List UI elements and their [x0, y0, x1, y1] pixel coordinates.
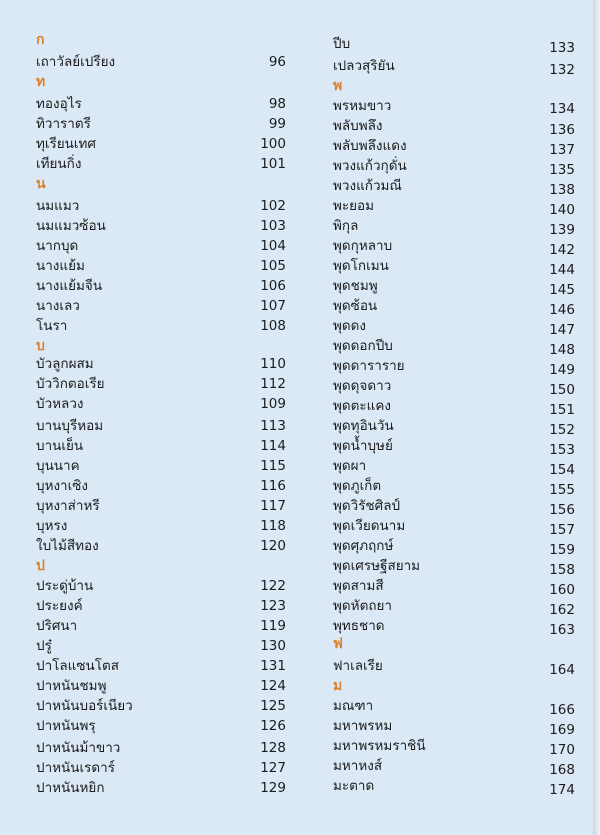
- entry-page-number: 110: [260, 356, 286, 372]
- index-entry: [333, 116, 575, 136]
- index-entry: [36, 276, 286, 296]
- index-entry: [36, 476, 286, 496]
- entry-page-number: 98: [268, 96, 286, 112]
- entry-name: ทิวาราตรี: [36, 116, 91, 132]
- index-entry: [333, 416, 575, 436]
- index-entry: [36, 416, 286, 436]
- entry-page-number: 125: [260, 698, 286, 714]
- section-letter: ท: [36, 74, 46, 90]
- index-entry: [333, 136, 575, 156]
- index-entry: [333, 476, 575, 496]
- entry-name: บุนนาค: [36, 458, 80, 474]
- entry-page-number: 99: [268, 116, 286, 132]
- entry-page-number: 103: [260, 218, 286, 234]
- section-letter: ป: [36, 558, 45, 574]
- index-entry: [333, 316, 575, 336]
- entry-name: นากบุด: [36, 238, 79, 254]
- entry-page-number: 120: [260, 538, 286, 554]
- entry-page-number: 115: [260, 458, 286, 474]
- entry-name: เถาวัลย์เปรียง: [36, 54, 116, 70]
- entry-page-number: 174: [549, 782, 575, 798]
- entry-page-number: 117: [260, 498, 286, 514]
- index-entry: [333, 156, 575, 176]
- index-entry: [36, 596, 286, 616]
- entry-name: ทองอุไร: [36, 96, 82, 112]
- entry-page-number: 146: [549, 302, 575, 318]
- entry-name: ปาหนันบอร์เนียว: [36, 698, 133, 714]
- entry-name: ปาโลแซนโตส: [36, 658, 120, 674]
- entry-page-number: 142: [549, 242, 575, 258]
- entry-page-number: 140: [549, 202, 575, 218]
- entry-name: ปริศนา: [36, 618, 78, 634]
- index-entry: [333, 176, 575, 196]
- index-entry: [333, 56, 575, 76]
- entry-page-number: 158: [549, 562, 575, 578]
- entry-name: มณฑา: [333, 698, 374, 714]
- entry-page-number: 134: [549, 101, 575, 117]
- entry-page-number: 170: [549, 742, 575, 758]
- index-entry: [333, 616, 575, 636]
- entry-page-number: 105: [260, 258, 286, 274]
- index-entry: [333, 34, 575, 54]
- index-entry: [36, 154, 286, 174]
- index-entry: [333, 456, 575, 476]
- section-letter: บ: [36, 338, 45, 354]
- index-entry: [36, 296, 286, 316]
- entry-name: ฟาเลเรีย: [333, 658, 383, 674]
- entry-name: ประยงค์: [36, 598, 83, 614]
- entry-page-number: 112: [260, 376, 286, 392]
- entry-page-number: 108: [260, 318, 286, 334]
- entry-name: พุดดง: [333, 318, 367, 334]
- index-entry: [36, 436, 286, 456]
- index-entry: [36, 236, 286, 256]
- entry-name: พุดซ้อน: [333, 298, 378, 314]
- index-entry: [36, 94, 286, 114]
- entry-name: พุดโกเมน: [333, 258, 389, 274]
- entry-name: นางเลว: [36, 298, 80, 314]
- entry-name: พุดสามสี: [333, 578, 384, 594]
- entry-page-number: 126: [260, 718, 286, 734]
- entry-name: มะตาด: [333, 778, 375, 794]
- index-entry: [333, 216, 575, 236]
- index-entry: [36, 114, 286, 134]
- index-entry: [333, 376, 575, 396]
- entry-name: ปาหนันหยิก: [36, 780, 105, 796]
- index-entry: [333, 536, 575, 556]
- entry-page-number: 160: [549, 582, 575, 598]
- entry-page-number: 137: [549, 142, 575, 158]
- entry-name: เทียนกิ่ง: [36, 156, 82, 172]
- index-entry: [333, 276, 575, 296]
- entry-page-number: 129: [260, 780, 286, 796]
- entry-name: พุดวิรัชศิลป์: [333, 498, 401, 514]
- entry-name: พุดน้ำบุษย์: [333, 438, 393, 454]
- entry-name: พะยอม: [333, 198, 375, 214]
- index-entry: [36, 134, 286, 154]
- entry-page-number: 166: [549, 702, 575, 718]
- index-entry: [333, 196, 575, 216]
- index-entry: [333, 596, 575, 616]
- entry-name: บัวลูกผสม: [36, 356, 94, 372]
- index-entry: [333, 496, 575, 516]
- entry-page-number: 168: [549, 762, 575, 778]
- entry-name: พรหมขาว: [333, 98, 392, 114]
- section-letter: ม: [333, 678, 343, 694]
- entry-name: บัววิกตอเรีย: [36, 376, 105, 392]
- entry-page-number: 101: [260, 156, 286, 172]
- entry-name: ปาหนันชมพู: [36, 678, 107, 694]
- entry-page-number: 100: [260, 136, 286, 152]
- section-letter: น: [36, 176, 46, 192]
- entry-page-number: 102: [260, 198, 286, 214]
- entry-page-number: 147: [549, 322, 575, 338]
- entry-name: ปรู๋: [36, 638, 52, 654]
- entry-name: ใบไม้สีทอง: [36, 538, 99, 554]
- entry-page-number: 150: [549, 382, 575, 398]
- entry-page-number: 154: [549, 462, 575, 478]
- entry-name: พุดดาราราย: [333, 358, 405, 374]
- index-entry: [36, 656, 286, 676]
- entry-name: พุดดอกปีบ: [333, 338, 393, 354]
- entry-name: นางแย้มจีน: [36, 278, 103, 294]
- entry-page-number: 118: [260, 518, 286, 534]
- entry-page-number: 116: [260, 478, 286, 494]
- entry-page-number: 149: [549, 362, 575, 378]
- index-entry: [333, 396, 575, 416]
- index-entry: [36, 496, 286, 516]
- index-entry: [36, 456, 286, 476]
- entry-name: มหาหงส์: [333, 758, 383, 774]
- index-entry: [333, 736, 575, 756]
- index-entry: [36, 778, 286, 798]
- entry-name: พุดศุภฤกษ์: [333, 538, 394, 554]
- entry-name: มหาพรหม: [333, 718, 393, 734]
- entry-name: เปลวสุริยัน: [333, 58, 395, 74]
- entry-page-number: 109: [260, 396, 286, 412]
- index-entry: [333, 256, 575, 276]
- index-entry: [333, 336, 575, 356]
- entry-page-number: 119: [260, 618, 286, 634]
- entry-name: ปีบ: [333, 36, 351, 52]
- entry-name: พุดหัตถยา: [333, 598, 392, 614]
- entry-name: พุดภูเก็ต: [333, 478, 382, 494]
- entry-page-number: 113: [260, 418, 286, 434]
- index-entry: [36, 676, 286, 696]
- entry-page-number: 139: [549, 222, 575, 238]
- index-entry: [36, 354, 286, 374]
- entry-page-number: 122: [260, 578, 286, 594]
- index-entry: [36, 696, 286, 716]
- entry-name: บุหรง: [36, 518, 68, 534]
- section-letter: ฟ: [333, 636, 343, 652]
- entry-page-number: 124: [260, 678, 286, 694]
- index-entry: [36, 256, 286, 276]
- index-entry: [36, 716, 286, 736]
- index-entry: [36, 374, 286, 394]
- entry-page-number: 128: [260, 740, 286, 756]
- index-entry: [333, 516, 575, 536]
- entry-page-number: 127: [260, 760, 286, 776]
- entry-name: โนรา: [36, 318, 68, 334]
- entry-name: พลับพลึงแดง: [333, 138, 407, 154]
- entry-name: พุดตะแคง: [333, 398, 392, 414]
- entry-page-number: 155: [549, 482, 575, 498]
- entry-page-number: 151: [549, 402, 575, 418]
- entry-name: พวงแก้วมณี: [333, 178, 402, 194]
- entry-page-number: 136: [549, 122, 575, 138]
- index-entry: [36, 616, 286, 636]
- entry-page-number: 148: [549, 342, 575, 358]
- page-edge-shadow: [593, 0, 600, 835]
- index-entry: [333, 716, 575, 736]
- index-entry: [36, 576, 286, 596]
- index-entry: [333, 656, 575, 676]
- index-entry: [36, 52, 286, 72]
- entry-name: ปาหนันพรุ: [36, 718, 96, 734]
- index-entry: [333, 696, 575, 716]
- entry-page-number: 96: [268, 54, 286, 70]
- entry-page-number: 104: [260, 238, 286, 254]
- index-entry: [36, 738, 286, 758]
- entry-page-number: 107: [260, 298, 286, 314]
- entry-name: พุดเวียดนาม: [333, 518, 406, 534]
- entry-page-number: 123: [260, 598, 286, 614]
- entry-name: พวงแก้วกุดั่น: [333, 158, 407, 174]
- index-entry: [36, 536, 286, 556]
- index-entry: [333, 356, 575, 376]
- entry-page-number: 162: [549, 602, 575, 618]
- entry-name: มหาพรหมราชินี: [333, 738, 426, 754]
- entry-name: พุทธชาด: [333, 618, 385, 634]
- index-entry: [333, 556, 575, 576]
- entry-name: พุดดุจดาว: [333, 378, 392, 394]
- index-entry: [36, 636, 286, 656]
- entry-page-number: 130: [260, 638, 286, 654]
- entry-page-number: 163: [549, 622, 575, 638]
- entry-name: พลับพลึง: [333, 118, 383, 134]
- entry-name: พิกุล: [333, 218, 359, 234]
- index-entry: [36, 394, 286, 414]
- entry-page-number: 153: [549, 442, 575, 458]
- entry-name: พุดผา: [333, 458, 367, 474]
- index-entry: [333, 96, 575, 116]
- entry-page-number: 156: [549, 502, 575, 518]
- entry-name: ปาหนันม้าขาว: [36, 740, 121, 756]
- section-letter: ก: [36, 32, 45, 48]
- entry-name: ประดู่บ้าน: [36, 578, 94, 594]
- entry-page-number: 169: [549, 722, 575, 738]
- entry-page-number: 144: [549, 262, 575, 278]
- entry-page-number: 131: [260, 658, 286, 674]
- index-entry: [333, 776, 575, 796]
- entry-page-number: 164: [549, 662, 575, 678]
- index-entry: [36, 516, 286, 536]
- entry-name: นางแย้ม: [36, 258, 85, 274]
- entry-name: พุดเศรษฐีสยาม: [333, 558, 421, 574]
- section-letter: พ: [333, 78, 343, 94]
- entry-name: บานเย็น: [36, 438, 84, 454]
- entry-name: บานบุรีหอม: [36, 418, 104, 434]
- entry-name: นมแมว: [36, 198, 80, 214]
- index-entry: [36, 316, 286, 336]
- entry-page-number: 152: [549, 422, 575, 438]
- entry-name: ทุเรียนเทศ: [36, 136, 96, 152]
- entry-page-number: 133: [549, 40, 575, 56]
- entry-name: บัวหลวง: [36, 396, 84, 412]
- index-entry: [333, 436, 575, 456]
- entry-name: พุดชมพู: [333, 278, 378, 294]
- entry-name: บุหงาเซิง: [36, 478, 89, 494]
- index-entry: [333, 576, 575, 596]
- entry-name: พุดกุหลาบ: [333, 238, 393, 254]
- entry-name: นมแมวซ้อน: [36, 218, 106, 234]
- entry-page-number: 159: [549, 542, 575, 558]
- index-entry: [36, 216, 286, 236]
- entry-page-number: 114: [260, 438, 286, 454]
- entry-page-number: 132: [549, 62, 575, 78]
- entry-name: ปาหนันเรดาร์: [36, 760, 115, 776]
- entry-page-number: 135: [549, 162, 575, 178]
- index-entry: [333, 296, 575, 316]
- entry-page-number: 145: [549, 282, 575, 298]
- entry-name: บุหงาส่าหรี: [36, 498, 100, 514]
- index-entry: [36, 758, 286, 778]
- index-entry: [333, 236, 575, 256]
- entry-page-number: 106: [260, 278, 286, 294]
- entry-name: พุดทุอินวัน: [333, 418, 394, 434]
- index-entry: [36, 196, 286, 216]
- entry-page-number: 138: [549, 182, 575, 198]
- entry-page-number: 157: [549, 522, 575, 538]
- index-entry: [333, 756, 575, 776]
